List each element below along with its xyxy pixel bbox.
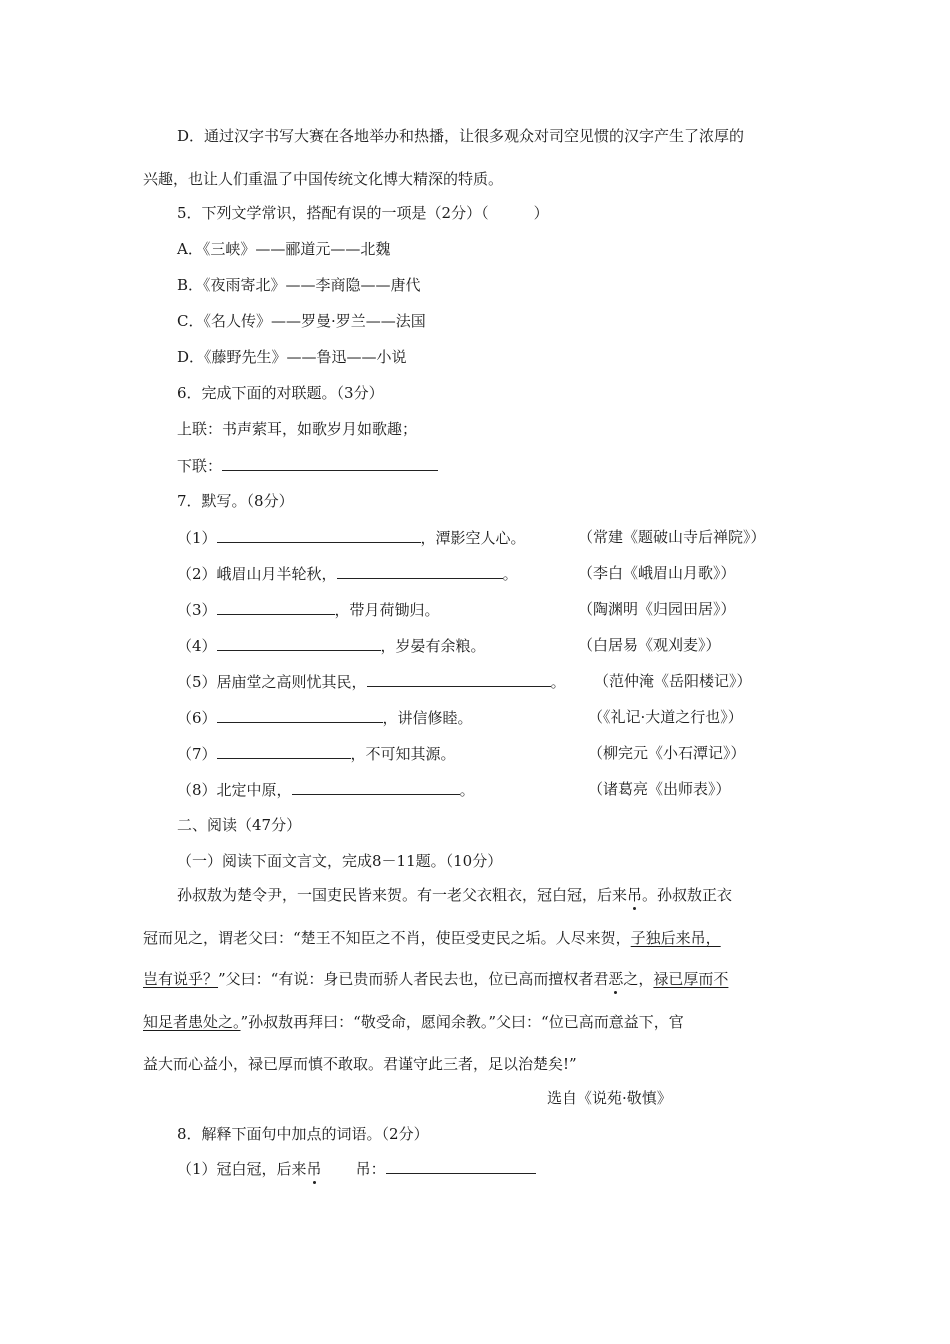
couplet-lower-blank[interactable] [222,455,438,471]
dictation-blank-4[interactable] [217,635,381,651]
item-number: （5） [177,673,217,691]
underlined-sentence: 知足者患处之。 [143,1013,241,1031]
dotted-word: 恶 [608,970,624,988]
passage-line-2: 冠而见之，谓老父曰：“楚王不知臣之不肖，使臣受吏民之垢。人尽来贺，子独后来吊， [143,929,721,947]
item-text-before: 峨眉山月半轮秋， [216,565,337,583]
passage-line-4: 知足者患处之。”孙叔敖再拜曰：“敬受命，愿闻余教。”父曰：“位已高而意益下，官 [143,1013,684,1031]
dotted-word: 吊 [627,886,643,904]
dictation-item-3 [177,599,440,620]
item-number: （8） [177,781,217,799]
item-text-after: ，讲信修睦。 [382,709,473,727]
passage-line-3: 岂有说乎？”父曰：“有说：身已贵而骄人者民去也，位已高而擅权者君恶之，禄已厚而不 [143,970,729,988]
dictation-source-6: （《礼记·大道之行也》） [588,708,743,726]
question-5-option-c: C．《名人传》——罗曼·罗兰——法国 [177,312,426,330]
dictation-blank-3[interactable] [217,599,335,615]
item-text-after: ，潭影空人心。 [420,529,526,547]
dictation-item-2 [177,563,518,584]
dictation-source-4: （白居易《观刈麦》） [578,636,721,654]
dictation-source-3: （陶渊明《归园田居》） [578,600,736,618]
question-5-option-d: D．《藤野先生》——鲁迅——小说 [177,348,407,366]
option-d-line2: 兴趣，也让人们重温了中国传统文化博大精深的特质。 [143,170,504,188]
dictation-blank-6[interactable] [217,707,383,723]
question-5-stem: 5．下列文学常识，搭配有误的一项是（2分）（ ） [177,204,549,222]
question-8-stem: 8．解释下面句中加点的词语。（2分） [177,1125,429,1143]
underlined-sentence: 子独后来吊， [630,929,721,947]
answer-label: 吊： [355,1160,386,1178]
dictation-source-2: （李白《峨眉山月歌》） [578,564,736,582]
item-number: （2） [177,565,217,583]
question-7-stem: 7．默写。（8分） [177,492,294,510]
item-text-after: 。 [459,781,475,799]
item-number: （4） [177,637,217,655]
underlined-sentence: 禄已厚而不 [653,970,729,988]
couplet-upper: 上联：书声萦耳，如歌岁月如歌趣； [177,420,418,438]
section-2-subtitle: （一）阅读下面文言文，完成8－11题。（10分） [177,852,503,870]
question-5-option-a: A．《三峡》——郦道元——北魏 [177,240,391,258]
item-text-after: ，带月荷锄归。 [334,601,440,619]
dictation-item-4 [177,635,486,656]
question-8-item-1: （1）冠白冠，后来吊 吊： [177,1158,536,1179]
dictation-item-6 [177,707,473,728]
passage-source: 选自《说苑·敬慎》 [547,1089,672,1107]
dictation-source-5: （范仲淹《岳阳楼记》） [594,672,752,690]
dictation-item-1 [177,527,526,548]
item-number: （1） [177,529,217,547]
item-text-after: 。 [502,565,518,583]
item-number: （3） [177,601,217,619]
dictation-source-8: （诸葛亮《出师表》） [588,780,731,798]
item-text-before: 居庙堂之高则忧其民， [216,673,367,691]
dictation-blank-5[interactable] [367,671,551,687]
item-text-before: 北定中原， [216,781,292,799]
answer-blank[interactable] [386,1158,536,1174]
dictation-blank-2[interactable] [337,563,503,579]
dictation-blank-7[interactable] [217,743,351,759]
item-text-after: 。 [550,673,566,691]
dictation-item-7 [177,743,456,764]
dictation-blank-8[interactable] [292,779,460,795]
dotted-word: 吊 [306,1160,322,1178]
item-text-after: ，不可知其源。 [350,745,456,763]
dictation-blank-1[interactable] [217,527,421,543]
passage-line-1: 孙叔敖为楚令尹，一国吏民皆来贺。有一老父衣粗衣，冠白冠，后来吊。孙叔敖正衣 [177,886,733,904]
underlined-sentence: 岂有说乎？ [143,970,219,988]
question-6-stem: 6．完成下面的对联题。（3分） [177,384,384,402]
item-text-after: ，岁晏有余粮。 [380,637,486,655]
couplet-lower-label: 下联： [177,457,223,475]
passage-line-5: 益大而心益小，禄已厚而慎不敢取。君谨守此三者，足以治楚矣!” [143,1055,577,1073]
dictation-source-7: （柳完元《小石潭记》） [588,744,746,762]
couplet-lower [177,455,438,476]
section-2-title: 二、阅读（47分） [177,816,302,834]
dictation-item-8 [177,779,475,800]
item-number: （7） [177,745,217,763]
dictation-source-1: （常建《题破山寺后禅院》） [578,528,766,546]
option-d-line1: D．通过汉字书写大赛在各地举办和热播，让很多观众对司空见惯的汉字产生了浓厚的 [177,127,745,145]
question-5-option-b: B．《夜雨寄北》——李商隐——唐代 [177,276,421,294]
item-number: （6） [177,709,217,727]
dictation-item-5 [177,671,566,692]
